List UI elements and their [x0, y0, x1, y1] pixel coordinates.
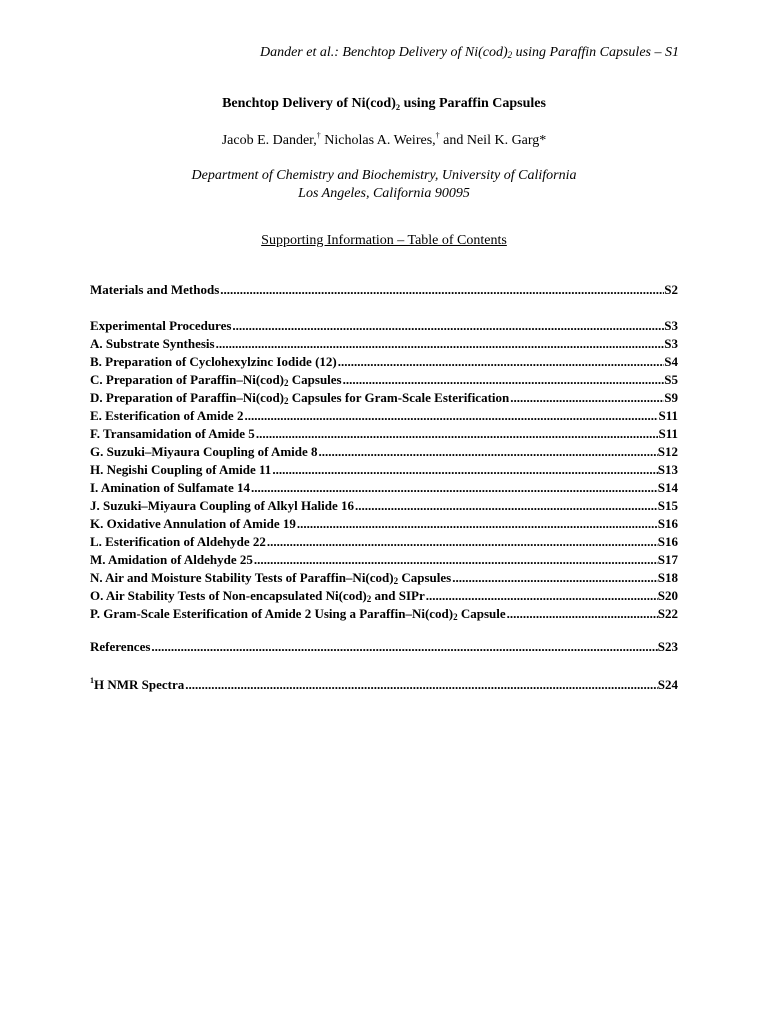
- author-3: and Neil K. Garg*: [439, 133, 547, 148]
- author-1: Jacob E. Dander,: [221, 133, 317, 148]
- toc-entry-i[interactable]: [90, 480, 678, 498]
- toc-entry-page: S17: [657, 552, 678, 567]
- toc-entry-page: S2: [664, 282, 678, 297]
- toc-entry-label: [90, 390, 509, 406]
- toc-entry-label: G. Suzuki–Miyaura Coupling of Amide 8: [90, 444, 318, 459]
- toc-entry-label-pre: C. Preparation of Paraffin–Ni(cod): [90, 372, 285, 387]
- toc-entry-page: S11: [658, 408, 678, 423]
- toc-leader-dots: [250, 480, 658, 496]
- author-2: Nicholas A. Weires,: [320, 133, 436, 148]
- toc-entry-page: S5: [664, 372, 678, 387]
- toc-entry-nmr-spectra[interactable]: [90, 676, 678, 694]
- toc-entry-label: E. Esterification of Amide 2: [90, 408, 244, 423]
- toc-entry-page: S18: [657, 570, 678, 585]
- toc-entry-page: S3: [664, 318, 678, 333]
- toc-leader-dots: [266, 534, 658, 550]
- toc-entry-o[interactable]: [90, 588, 678, 606]
- toc-leader-dots: [253, 552, 658, 568]
- toc-entry-k[interactable]: [90, 516, 678, 534]
- toc-entry-subscript: 2: [393, 576, 399, 586]
- running-header-subscript: 2: [507, 50, 513, 60]
- toc-leader-dots: [255, 426, 659, 442]
- toc-entry-label-pre: O. Air Stability Tests of Non-encapsulated Ni(cod): [90, 588, 367, 603]
- toc-heading: [0, 233, 768, 249]
- toc-leader-dots: [318, 444, 658, 460]
- toc-entry-label-post: Capsules: [288, 372, 342, 387]
- toc-entry-page: S24: [657, 677, 678, 692]
- toc-leader-dots: [231, 318, 664, 334]
- toc-heading-text: Supporting Information – Table of Contents: [261, 233, 507, 248]
- affiliation-line-2: Los Angeles, California 90095: [298, 186, 470, 201]
- toc-entry-label: I. Amination of Sulfamate 14: [90, 480, 250, 495]
- toc-entry-page: S15: [657, 498, 678, 513]
- toc-leader-dots: [271, 462, 657, 478]
- toc-entry-b[interactable]: [90, 354, 678, 372]
- toc-entry-label-pre: P. Gram-Scale Esterification of Amide 2 Using a Paraffin–Ni(cod): [90, 606, 454, 621]
- toc-entry-page: S11: [658, 426, 678, 441]
- affiliation: [0, 167, 768, 203]
- toc-entry-page: S3: [664, 336, 678, 351]
- toc-entry-page: S12: [657, 444, 678, 459]
- author-list: [0, 131, 768, 149]
- toc-entry-label: [90, 676, 184, 693]
- toc-leader-dots: [243, 408, 658, 424]
- toc-entry-e[interactable]: [90, 408, 678, 426]
- running-header-text: Dander et al.: Benchtop Delivery of Ni(cod): [259, 45, 508, 60]
- toc-entry-label: Materials and Methods: [90, 282, 220, 297]
- toc-entry-g[interactable]: [90, 444, 678, 462]
- toc-leader-dots: [184, 677, 658, 693]
- toc-entry-p[interactable]: [90, 606, 678, 624]
- toc-entry-subscript: 2: [284, 378, 289, 388]
- toc-entry-materials[interactable]: [90, 282, 678, 300]
- toc-entry-label-post: and SIPr: [371, 588, 425, 603]
- author-2-mark: †: [435, 131, 440, 140]
- toc-entry-label: [90, 606, 506, 622]
- author-1-mark: †: [316, 131, 321, 140]
- title-text: Benchtop Delivery of Ni(cod)₂ using Paraffin Capsules: [222, 96, 546, 111]
- document-title: [0, 96, 768, 112]
- toc-entry-page: S9: [664, 390, 678, 405]
- toc-entry-d[interactable]: [90, 390, 678, 408]
- toc-entry-page: S13: [657, 462, 678, 477]
- toc-entry-m[interactable]: [90, 552, 678, 570]
- toc-entry-page: S16: [657, 534, 678, 549]
- toc-entry-page: S14: [657, 480, 678, 495]
- running-header: [260, 45, 679, 61]
- toc-entry-label: A. Substrate Synthesis: [90, 336, 215, 351]
- toc-entry-page: S16: [657, 516, 678, 531]
- toc-entry-subscript: 2: [453, 612, 458, 622]
- toc-leader-dots: [354, 498, 658, 514]
- toc-entry-label-pre: D. Preparation of Paraffin–Ni(cod): [90, 390, 285, 405]
- toc-entry-label: M. Amidation of Aldehyde 25: [90, 552, 253, 567]
- affiliation-line-1: Department of Chemistry and Biochemistry, University of California: [191, 168, 577, 183]
- toc-entry-label: [90, 372, 342, 388]
- toc-entry-h[interactable]: [90, 462, 678, 480]
- toc-entry-label: References: [90, 639, 151, 654]
- toc-leader-dots: [451, 570, 658, 586]
- toc-entry-c[interactable]: [90, 372, 678, 390]
- toc-entry-page: S22: [657, 606, 678, 621]
- toc-entry-page: S23: [657, 639, 678, 654]
- toc-entry-label-post: Capsule: [457, 606, 506, 621]
- toc-leader-dots: [215, 336, 665, 352]
- toc-entry-a[interactable]: [90, 336, 678, 354]
- toc-entry-page: S4: [664, 354, 678, 369]
- toc-entry-label: H. Negishi Coupling of Amide 11: [90, 462, 272, 477]
- toc-entry-superscript: 1: [90, 676, 94, 685]
- toc-entry-experimental[interactable]: [90, 318, 678, 336]
- toc-entry-label: J. Suzuki–Miyaura Coupling of Alkyl Halide 16: [90, 498, 355, 513]
- toc-leader-dots: [296, 516, 658, 532]
- toc-entry-label: Experimental Procedures: [90, 318, 232, 333]
- toc-entry-label: B. Preparation of Cyclohexylzinc Iodide (12): [90, 354, 337, 369]
- toc-leader-dots: [425, 588, 658, 604]
- toc-entry-label: [90, 570, 451, 586]
- toc-leader-dots: [506, 606, 658, 622]
- toc-entry-references[interactable]: [90, 639, 678, 657]
- toc-entry-label-post: Capsules for Gram-Scale Esterification: [288, 390, 510, 405]
- toc-entry-label-text: H NMR Spectra: [94, 677, 185, 692]
- toc-leader-dots: [337, 354, 665, 370]
- toc-entry-label: L. Esterification of Aldehyde 22: [90, 534, 266, 549]
- toc-entry-subscript: 2: [366, 594, 372, 604]
- toc-entry-subscript: 2: [284, 396, 289, 406]
- toc-entry-label: K. Oxidative Annulation of Amide 19: [90, 516, 296, 531]
- toc-leader-dots: [509, 390, 664, 406]
- toc-entry-label-post: Capsules: [398, 570, 452, 585]
- toc-entry-label: F. Transamidation of Amide 5: [90, 426, 255, 441]
- toc-leader-dots: [219, 282, 664, 298]
- running-header-suffix: using Paraffin Capsules – S1: [512, 45, 679, 60]
- toc-entry-f[interactable]: [90, 426, 678, 444]
- toc-entry-label-pre: N. Air and Moisture Stability Tests of Paraffin–Ni(cod): [90, 570, 394, 585]
- toc-entry-j[interactable]: [90, 498, 678, 516]
- toc-entry-label: [90, 588, 425, 604]
- toc-leader-dots: [342, 372, 665, 388]
- toc-entry-l[interactable]: [90, 534, 678, 552]
- toc-entry-page: S20: [657, 588, 678, 603]
- toc-entry-n[interactable]: [90, 570, 678, 588]
- toc-leader-dots: [150, 639, 657, 655]
